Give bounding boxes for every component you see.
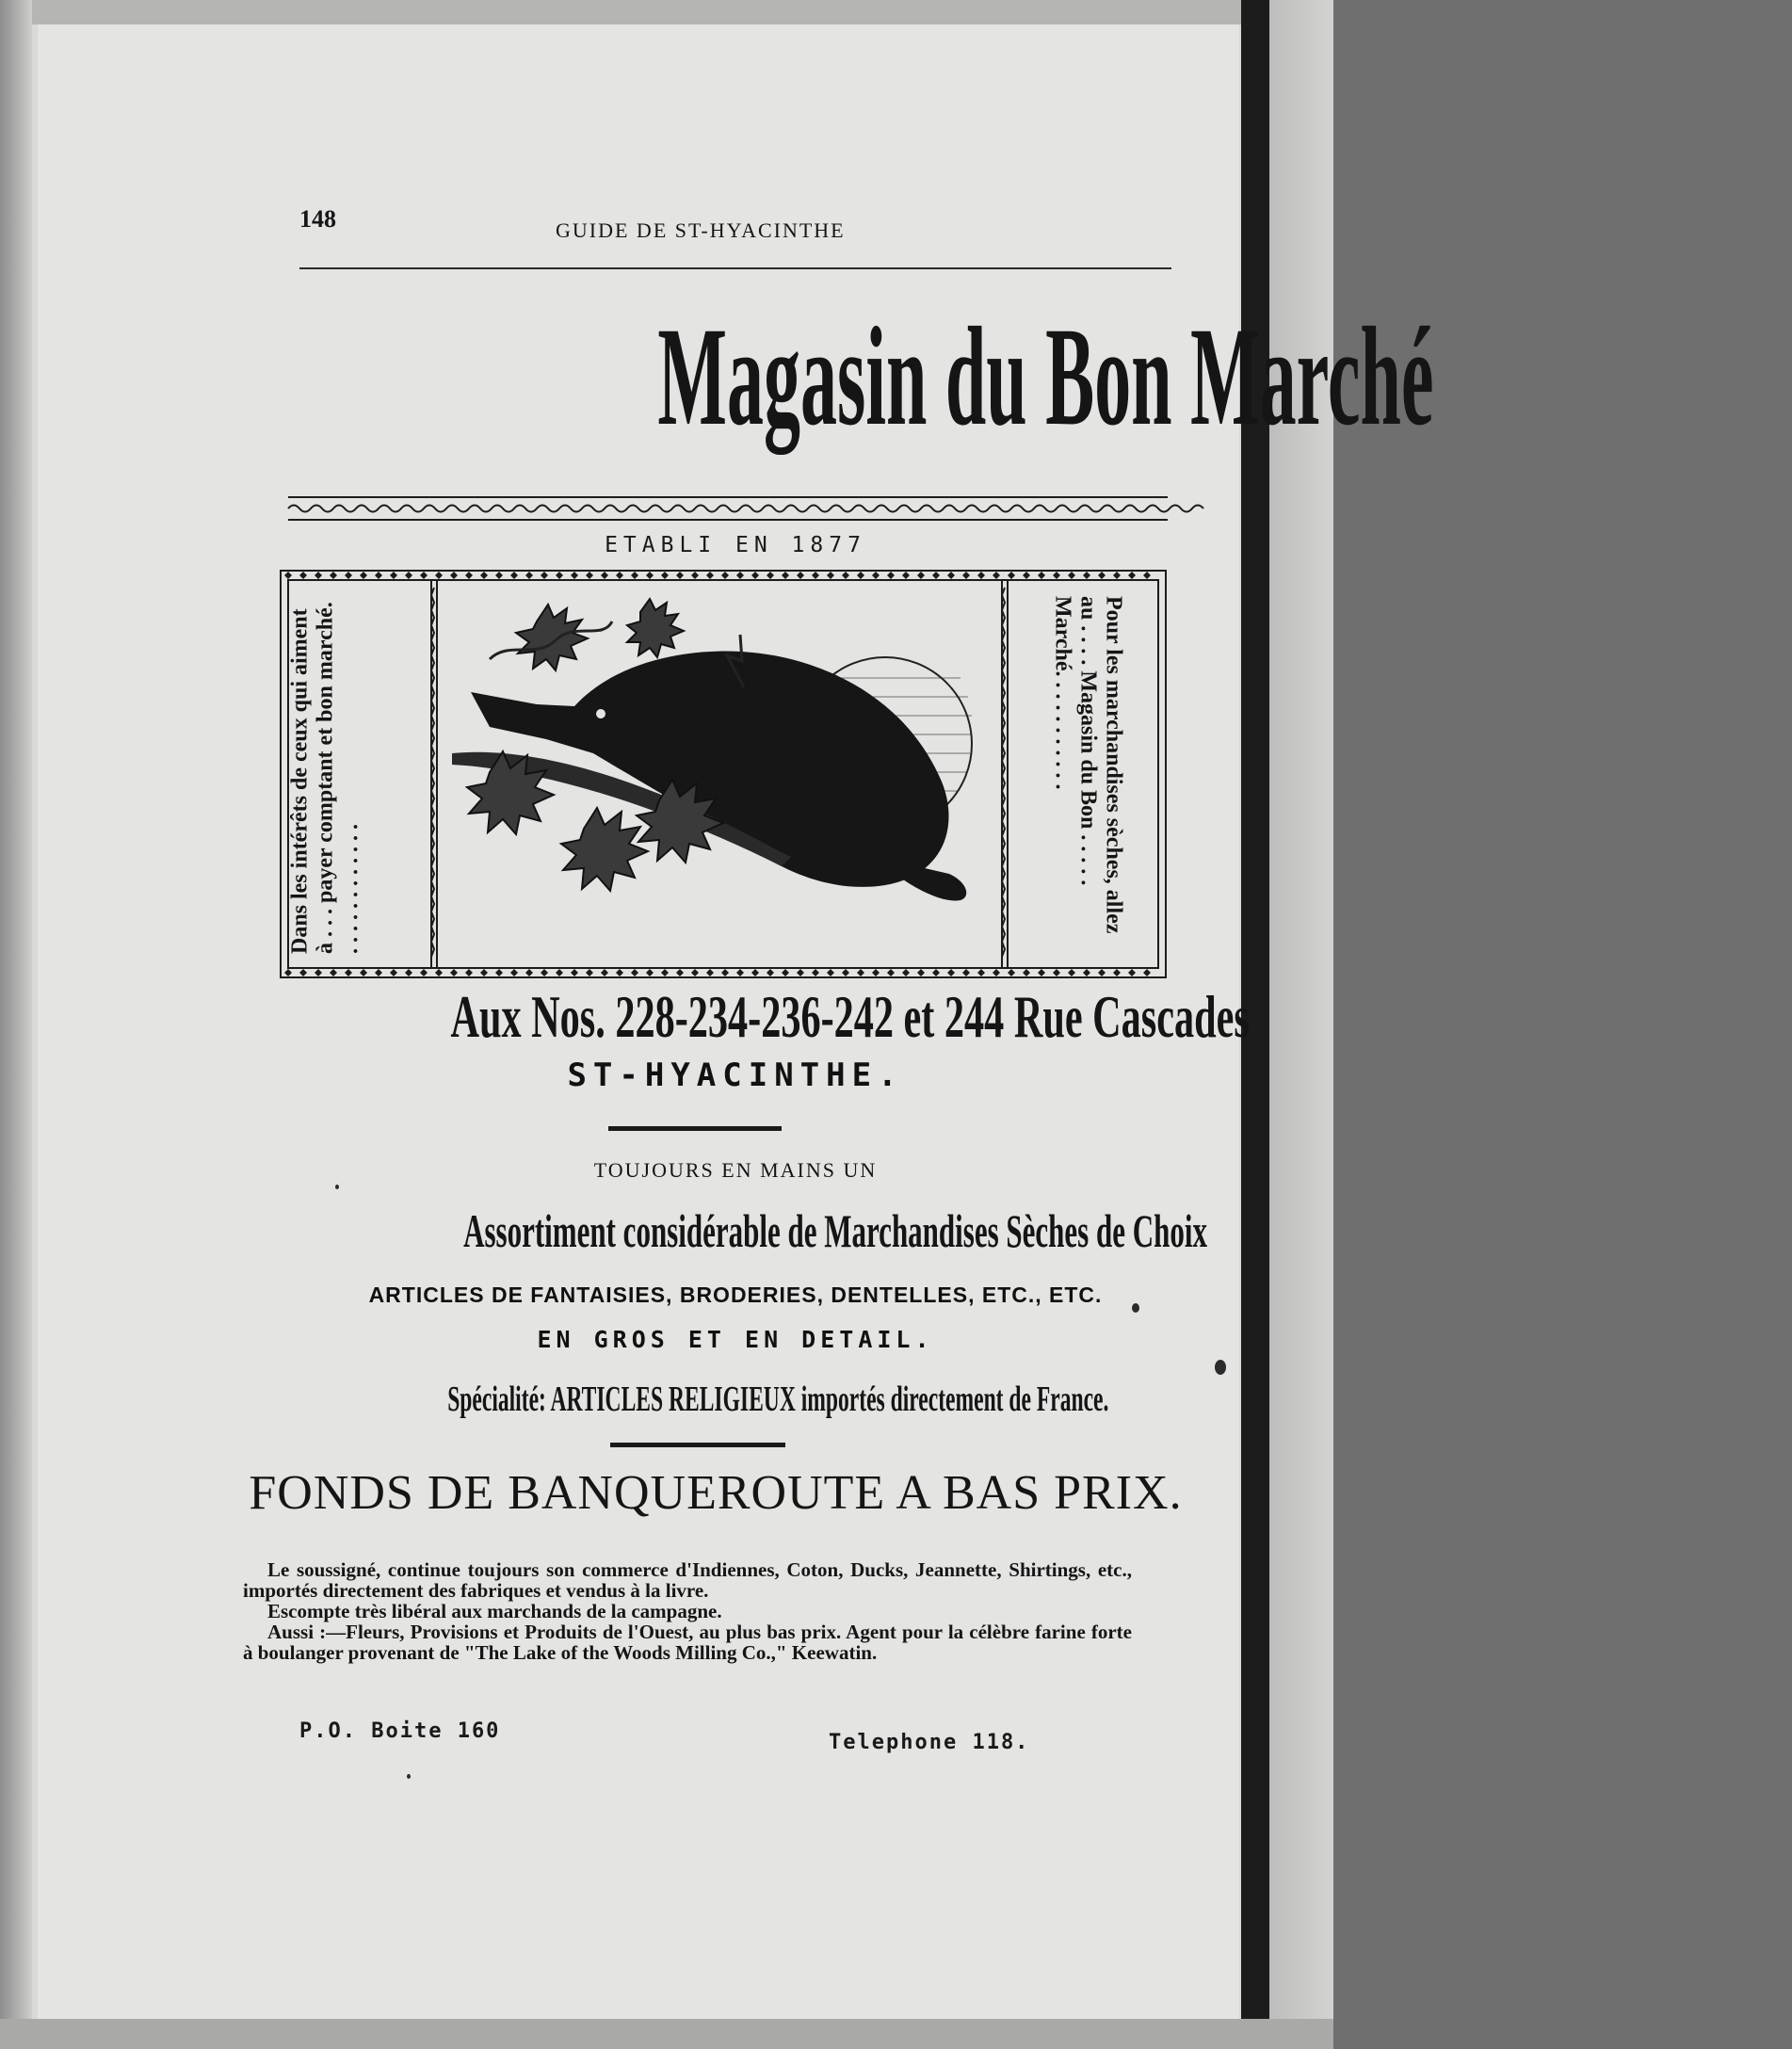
specialty-line bbox=[245, 1371, 1187, 1428]
city-name: ST-HYACINTHE. bbox=[567, 1057, 904, 1094]
po-box: P.O. Boite 160 bbox=[299, 1719, 501, 1743]
ink-speck bbox=[1132, 1303, 1139, 1313]
specialty-text: Spécialité: ARTICLES RELIGIEUX importés directement de France. bbox=[447, 1379, 1109, 1419]
ink-speck bbox=[1215, 1360, 1226, 1375]
left-panel-text: Dans les intérêts de ceux qui aiment à . . . payer comptant et bon marché. . . . . . . . . . . . . bbox=[287, 602, 363, 954]
body-paragraph: Escompte très libéral aux marchands de la campagne. bbox=[267, 1600, 722, 1622]
page-number: 148 bbox=[299, 205, 336, 233]
body-paragraph: Aussi :—Fleurs, Provisions et Produits de l'Ouest, au plus bas prix. Agent pour la célèbre farine forte à boulanger provenant de "The Lake of the Woods Milling Co.," Keewatin. bbox=[243, 1621, 1132, 1664]
store-name-heading bbox=[299, 282, 1434, 490]
ink-speck bbox=[335, 1185, 339, 1189]
assortment-text: Assortiment considérable de Marchandises Sèches de Choix bbox=[463, 1204, 1207, 1257]
store-name-text: Magasin du Bon Marché bbox=[657, 298, 1434, 455]
store-address-text: Aux Nos. 228-234-236-242 et 244 Rue Cascades bbox=[450, 983, 1250, 1050]
ink-speck bbox=[407, 1774, 411, 1779]
bankruptcy-heading: FONDS DE BANQUEROUTE A BAS PRIX. bbox=[249, 1466, 1183, 1520]
ornamental-wave-rule bbox=[288, 490, 1168, 527]
right-panel-text: Pour les marchandises sèches, allez au . . . . Magasin du Bon . . . . . Marché. . . . . . . . . . . bbox=[1050, 596, 1126, 934]
right-panel bbox=[1026, 591, 1149, 959]
body-paragraphs bbox=[243, 1559, 1132, 1663]
wholesale-retail-line: EN GROS ET EN DETAIL. bbox=[537, 1326, 934, 1353]
store-address bbox=[245, 979, 1250, 1055]
scan-edge-top bbox=[0, 0, 1333, 24]
articles-line: ARTICLES DE FANTAISIES, BRODERIES, DENTELLES, ETC., ETC. bbox=[368, 1283, 1103, 1307]
divider-bar bbox=[608, 1126, 782, 1131]
book-spine-edge bbox=[0, 0, 32, 2049]
telephone: Telephone 118. bbox=[829, 1731, 1030, 1754]
header-rule bbox=[299, 267, 1171, 269]
body-paragraph: Le soussigné, continue toujours son commerce d'Indiennes, Coton, Ducks, Jeannette, Shirtings, etc., importés directement des fabriques et vendus à la livre. bbox=[243, 1558, 1132, 1602]
left-panel bbox=[269, 591, 382, 959]
scan-edge-bottom bbox=[0, 2019, 1333, 2049]
divider-bar-2 bbox=[610, 1443, 785, 1447]
assortment-line bbox=[235, 1198, 1207, 1264]
beaver-icon bbox=[433, 603, 1017, 923]
always-in-hand-line: TOUJOURS EN MAINS UN bbox=[593, 1158, 878, 1182]
running-title: GUIDE DE ST-HYACINTHE bbox=[556, 218, 846, 242]
established-year: ETABLI EN 1877 bbox=[605, 533, 866, 557]
